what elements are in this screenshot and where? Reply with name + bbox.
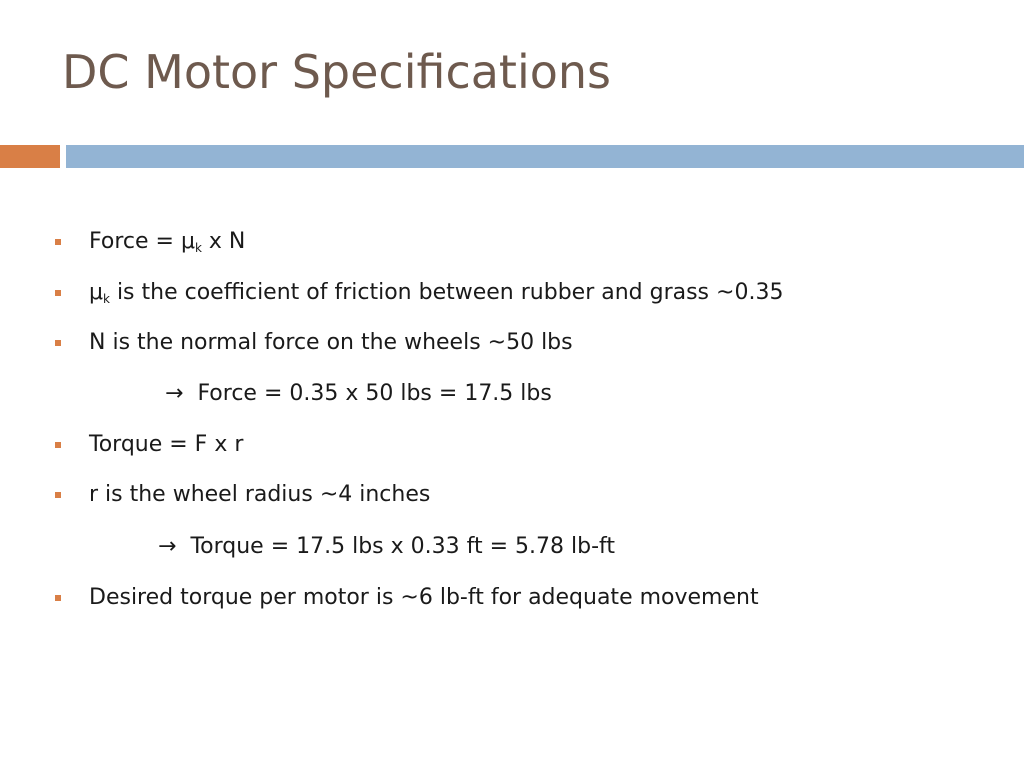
bullet-text: Torque = F x r: [89, 432, 244, 457]
bullet-text: [89, 276, 783, 310]
bullet-text: r is the wheel radius ~4 inches: [89, 482, 431, 507]
bullet-item-force-formula: [0, 225, 1024, 259]
slide-title: DC Motor Specifications: [62, 45, 612, 99]
bullet-item-friction-coefficient: [0, 276, 1024, 310]
bullet-text: [89, 225, 245, 259]
arrow-item-force-result: [0, 377, 1024, 411]
arrow-text: Torque = 17.5 lbs x 0.33 ft = 5.78 lb-ft: [190, 534, 616, 559]
bullet-item-wheel-radius: [0, 478, 1024, 512]
mu-symbol: μ: [89, 280, 103, 305]
bullet-item-normal-force: [0, 326, 1024, 360]
arrow-item-torque-result: [0, 530, 1024, 564]
arrow-line: [158, 530, 615, 564]
bullet-icon: [55, 595, 61, 601]
right-arrow-icon: →: [165, 381, 184, 406]
arrow-text: Force = 0.35 x 50 lbs = 17.5 lbs: [197, 381, 552, 406]
bullet-item-torque-formula: [0, 428, 1024, 462]
bullet-icon: [55, 340, 61, 346]
bullet-text: N is the normal force on the wheels ~50 lbs: [89, 330, 573, 355]
bullet-icon: [55, 492, 61, 498]
text-prefix: Force =: [89, 229, 181, 254]
arrow-line: [165, 377, 552, 411]
text-suffix: x N: [201, 229, 246, 254]
mu-subscript: k: [194, 241, 202, 255]
bullet-icon: [55, 290, 61, 296]
bullet-icon: [55, 442, 61, 448]
right-arrow-icon: →: [158, 534, 177, 559]
bullet-text: Desired torque per motor is ~6 lb-ft for adequate movement: [89, 585, 759, 610]
text-suffix: is the coefficient of friction between rubber and grass ~0.35: [109, 280, 784, 305]
bullet-item-desired-torque: [0, 581, 1024, 615]
bullet-icon: [55, 239, 61, 245]
mu-subscript: k: [103, 292, 110, 306]
mu-symbol: μ: [180, 229, 195, 254]
